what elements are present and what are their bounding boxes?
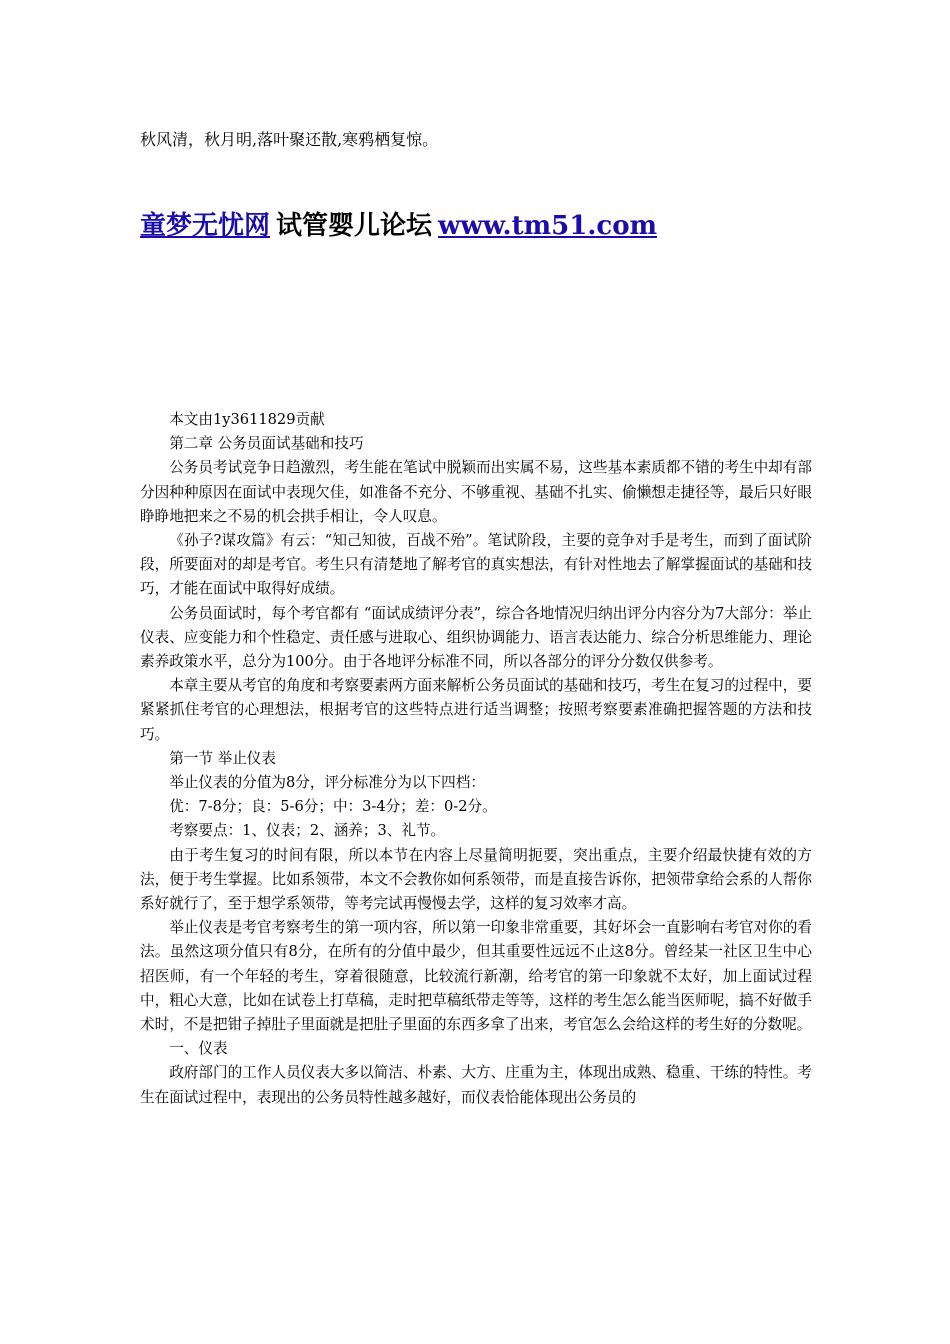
paragraph: 公务员面试时，每个考官都有 “面试成绩评分表”，综合各地情况归纳出评分内容分为7大部分：举止仪表、应变能力和个性稳定、责任感与进取心、组织协调能力、语言表达能力、综合分析思维能力、理论素养政策水平，总分为100分。由于各地评分标准不同，所以各部分的评分分数仅供参考。 bbox=[140, 604, 812, 671]
subsection-title: 一、仪表 bbox=[169, 1040, 228, 1058]
forum-name: 试管婴儿论坛 bbox=[276, 211, 433, 241]
contributor-line: 本文由1y3611829贡献 bbox=[169, 411, 325, 428]
paragraph: 举止仪表的分值为8分，评分标准分为以下四档： bbox=[169, 774, 485, 792]
chapter-title: 第二章 公务员面试基础和技巧 bbox=[169, 435, 364, 453]
paragraph: 政府部门的工作人员仪表大多以简洁、朴素、大方、庄重为主，体现出成熟、稳重、干练的特性。考生在面试过程中，表现出的公务员特性越多越好，而仪表恰能体现出公务员的 bbox=[140, 1064, 812, 1106]
site-banner bbox=[140, 206, 657, 246]
paragraph: 由于考生复习的时间有限，所以本节在内容上尽量简明扼要，突出重点，主要介绍最快捷有效的方法，便于考生掌握。比如系领带，本文不会教你如何系领带，而是直接告诉你，把领带拿给会系的人帮你系好就行了，至于想学系领带，等考完试再慢慢去学，这样的复习效率才高。 bbox=[140, 846, 812, 913]
article-body bbox=[140, 408, 812, 1110]
poem-line: 秋风清，秋月明,落叶聚还散,寒鸦栖复惊。 bbox=[140, 130, 439, 149]
paragraph: 考察要点：1、仪表；2、涵养；3、礼节。 bbox=[169, 822, 446, 840]
paragraph: 公务员考试竞争日趋激烈，考生能在笔试中脱颖而出实属不易，这些基本素质都不错的考生中却有部分因种种原因在面试中表现欠佳，如准备不充分、不够重视、基础不扎实、偷懒想走捷径等，最后只好眼睁睁地把来之不易的机会拱手相让，令人叹息。 bbox=[140, 459, 812, 525]
paragraph: 优：7-8分；良：5-6分；中：3-4分；差：0-2分。 bbox=[169, 798, 497, 816]
site-url-link[interactable]: www.tm51.com bbox=[438, 211, 658, 241]
site-name-link[interactable]: 童梦无忧网 bbox=[140, 211, 271, 241]
paragraph: 《孙子?谋攻篇》有云：“知己知彼，百战不殆”。笔试阶段，主要的竞争对手是考生，而到了面试阶段，所要面对的却是考官。考生只有清楚地了解考官的真实想法，有针对性地去了解掌握面试的基础和技巧，才能在面试中取得好成绩。 bbox=[140, 532, 812, 598]
paragraph: 举止仪表是考官考察考生的第一项内容，所以第一印象非常重要，其好坏会一直影响右考官对你的看法。虽然这项分值只有8分，在所有的分值中最少，但其重要性远远不止这8分。曾经某一社区卫生中心招医师，有一个年轻的考生，穿着很随意，比较流行新潮，给考官的第一印象就不太好，加上面试过程中，粗心大意，比如在试卷上打草稿，走时把草稿纸带走等等，这样的考生怎么能当医师呢，搞不好做手术时，不是把钳子掉肚子里面就是把肚子里面的东西多拿了出来，考官怎么会给这样的考生好的分数呢。 bbox=[140, 919, 812, 1034]
paragraph: 本章主要从考官的角度和考察要素两方面来解析公务员面试的基础和技巧，考生在复习的过程中，要紧紧抓住考官的心理想法，根据考官的这些特点进行适当调整；按照考察要素准确把握答题的方法和技巧。 bbox=[140, 677, 812, 743]
section-title: 第一节 举止仪表 bbox=[169, 749, 276, 767]
